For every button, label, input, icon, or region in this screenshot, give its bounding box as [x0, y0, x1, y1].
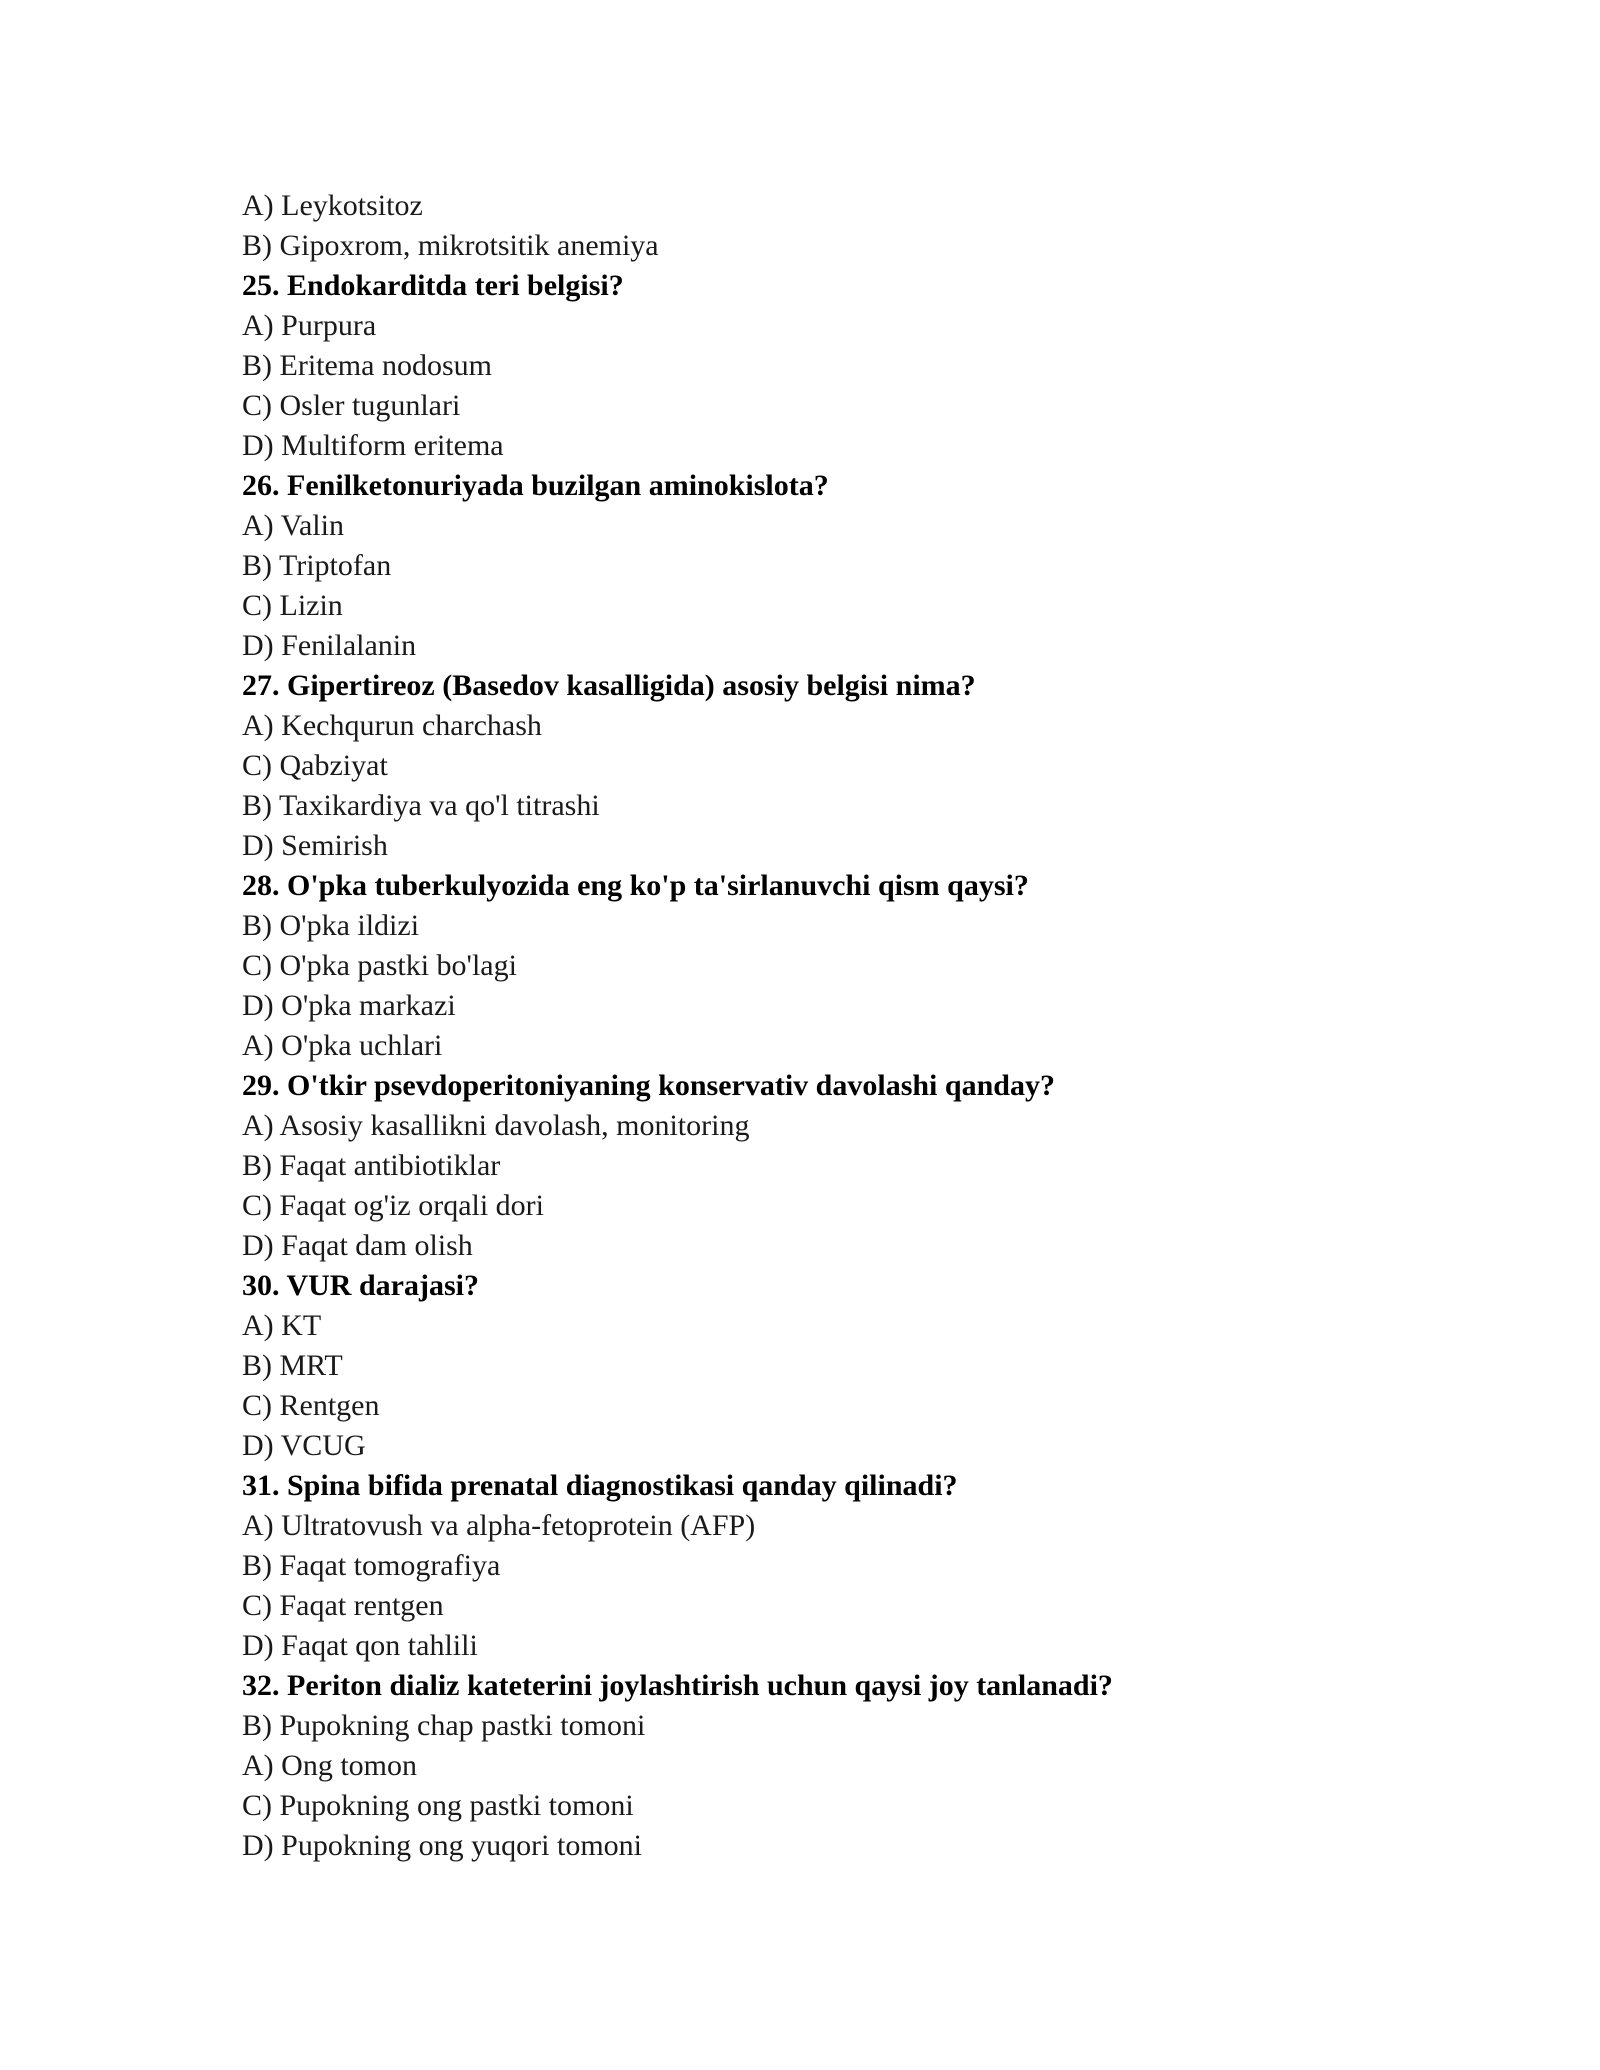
answer-option: D) VCUG — [242, 1429, 366, 1462]
answer-option: A) Ong tomon — [242, 1749, 417, 1782]
question-heading: 27. Gipertireoz (Basedov kasalligida) asosiy belgisi nima? — [242, 669, 976, 702]
answer-option: B) Faqat tomografiya — [242, 1549, 501, 1582]
question-heading: 29. O'tkir psevdoperitoniyaning konservativ davolashi qanday? — [242, 1069, 1055, 1102]
answer-option: A) Ultratovush va alpha-fetoprotein (AFP) — [242, 1509, 756, 1542]
answer-option: C) Lizin — [242, 589, 343, 622]
answer-option: B) Eritema nodosum — [242, 349, 492, 382]
answer-option: B) Triptofan — [242, 549, 392, 582]
answer-option: D) Pupokning ong yuqori tomoni — [242, 1829, 643, 1862]
answer-option: A) Leykotsitoz — [242, 189, 423, 222]
answer-option: C) Faqat rentgen — [242, 1589, 444, 1622]
answer-option: A) Purpura — [242, 309, 377, 342]
answer-option: D) Semirish — [242, 829, 388, 862]
answer-option: D) Faqat dam olish — [242, 1229, 473, 1262]
answer-option: A) O'pka uchlari — [242, 1029, 443, 1062]
answer-option: A) Valin — [242, 509, 344, 542]
answer-option: D) Multiform eritema — [242, 429, 504, 462]
answer-option: A) Kechqurun charchash — [242, 709, 542, 742]
answer-option: C) Pupokning ong pastki tomoni — [242, 1789, 634, 1822]
answer-option: C) O'pka pastki bo'lagi — [242, 949, 517, 982]
answer-option: D) Faqat qon tahlili — [242, 1629, 478, 1662]
question-heading: 30. VUR darajasi? — [242, 1269, 479, 1302]
question-heading: 31. Spina bifida prenatal diagnostikasi qanday qilinadi? — [242, 1469, 958, 1502]
answer-option: C) Faqat og'iz orqali dori — [242, 1189, 545, 1222]
answer-option: A) KT — [242, 1309, 322, 1342]
answer-option: A) Asosiy kasallikni davolash, monitoring — [242, 1109, 750, 1142]
answer-option: D) O'pka markazi — [242, 989, 456, 1022]
answer-option: D) Fenilalanin — [242, 629, 417, 662]
question-heading: 25. Endokarditda teri belgisi? — [242, 269, 624, 302]
answer-option: B) MRT — [242, 1349, 343, 1382]
answer-option: B) Pupokning chap pastki tomoni — [242, 1709, 646, 1742]
question-heading: 28. O'pka tuberkulyozida eng ko'p ta'sirlanuvchi qism qaysi? — [242, 869, 1029, 902]
answer-option: C) Qabziyat — [242, 749, 388, 782]
answer-option: B) O'pka ildizi — [242, 909, 420, 942]
question-heading: 32. Periton dializ kateterini joylashtirish uchun qaysi joy tanlanadi? — [242, 1669, 1113, 1702]
answer-option: C) Osler tugunlari — [242, 389, 461, 422]
answer-option: B) Taxikardiya va qo'l titrashi — [242, 789, 600, 822]
answer-option: C) Rentgen — [242, 1389, 380, 1422]
question-heading: 26. Fenilketonuriyada buzilgan aminokislota? — [242, 469, 829, 502]
document-body — [242, 186, 1422, 1866]
answer-option: B) Gipoxrom, mikrotsitik anemiya — [242, 229, 659, 262]
answer-option: B) Faqat antibiotiklar — [242, 1149, 501, 1182]
